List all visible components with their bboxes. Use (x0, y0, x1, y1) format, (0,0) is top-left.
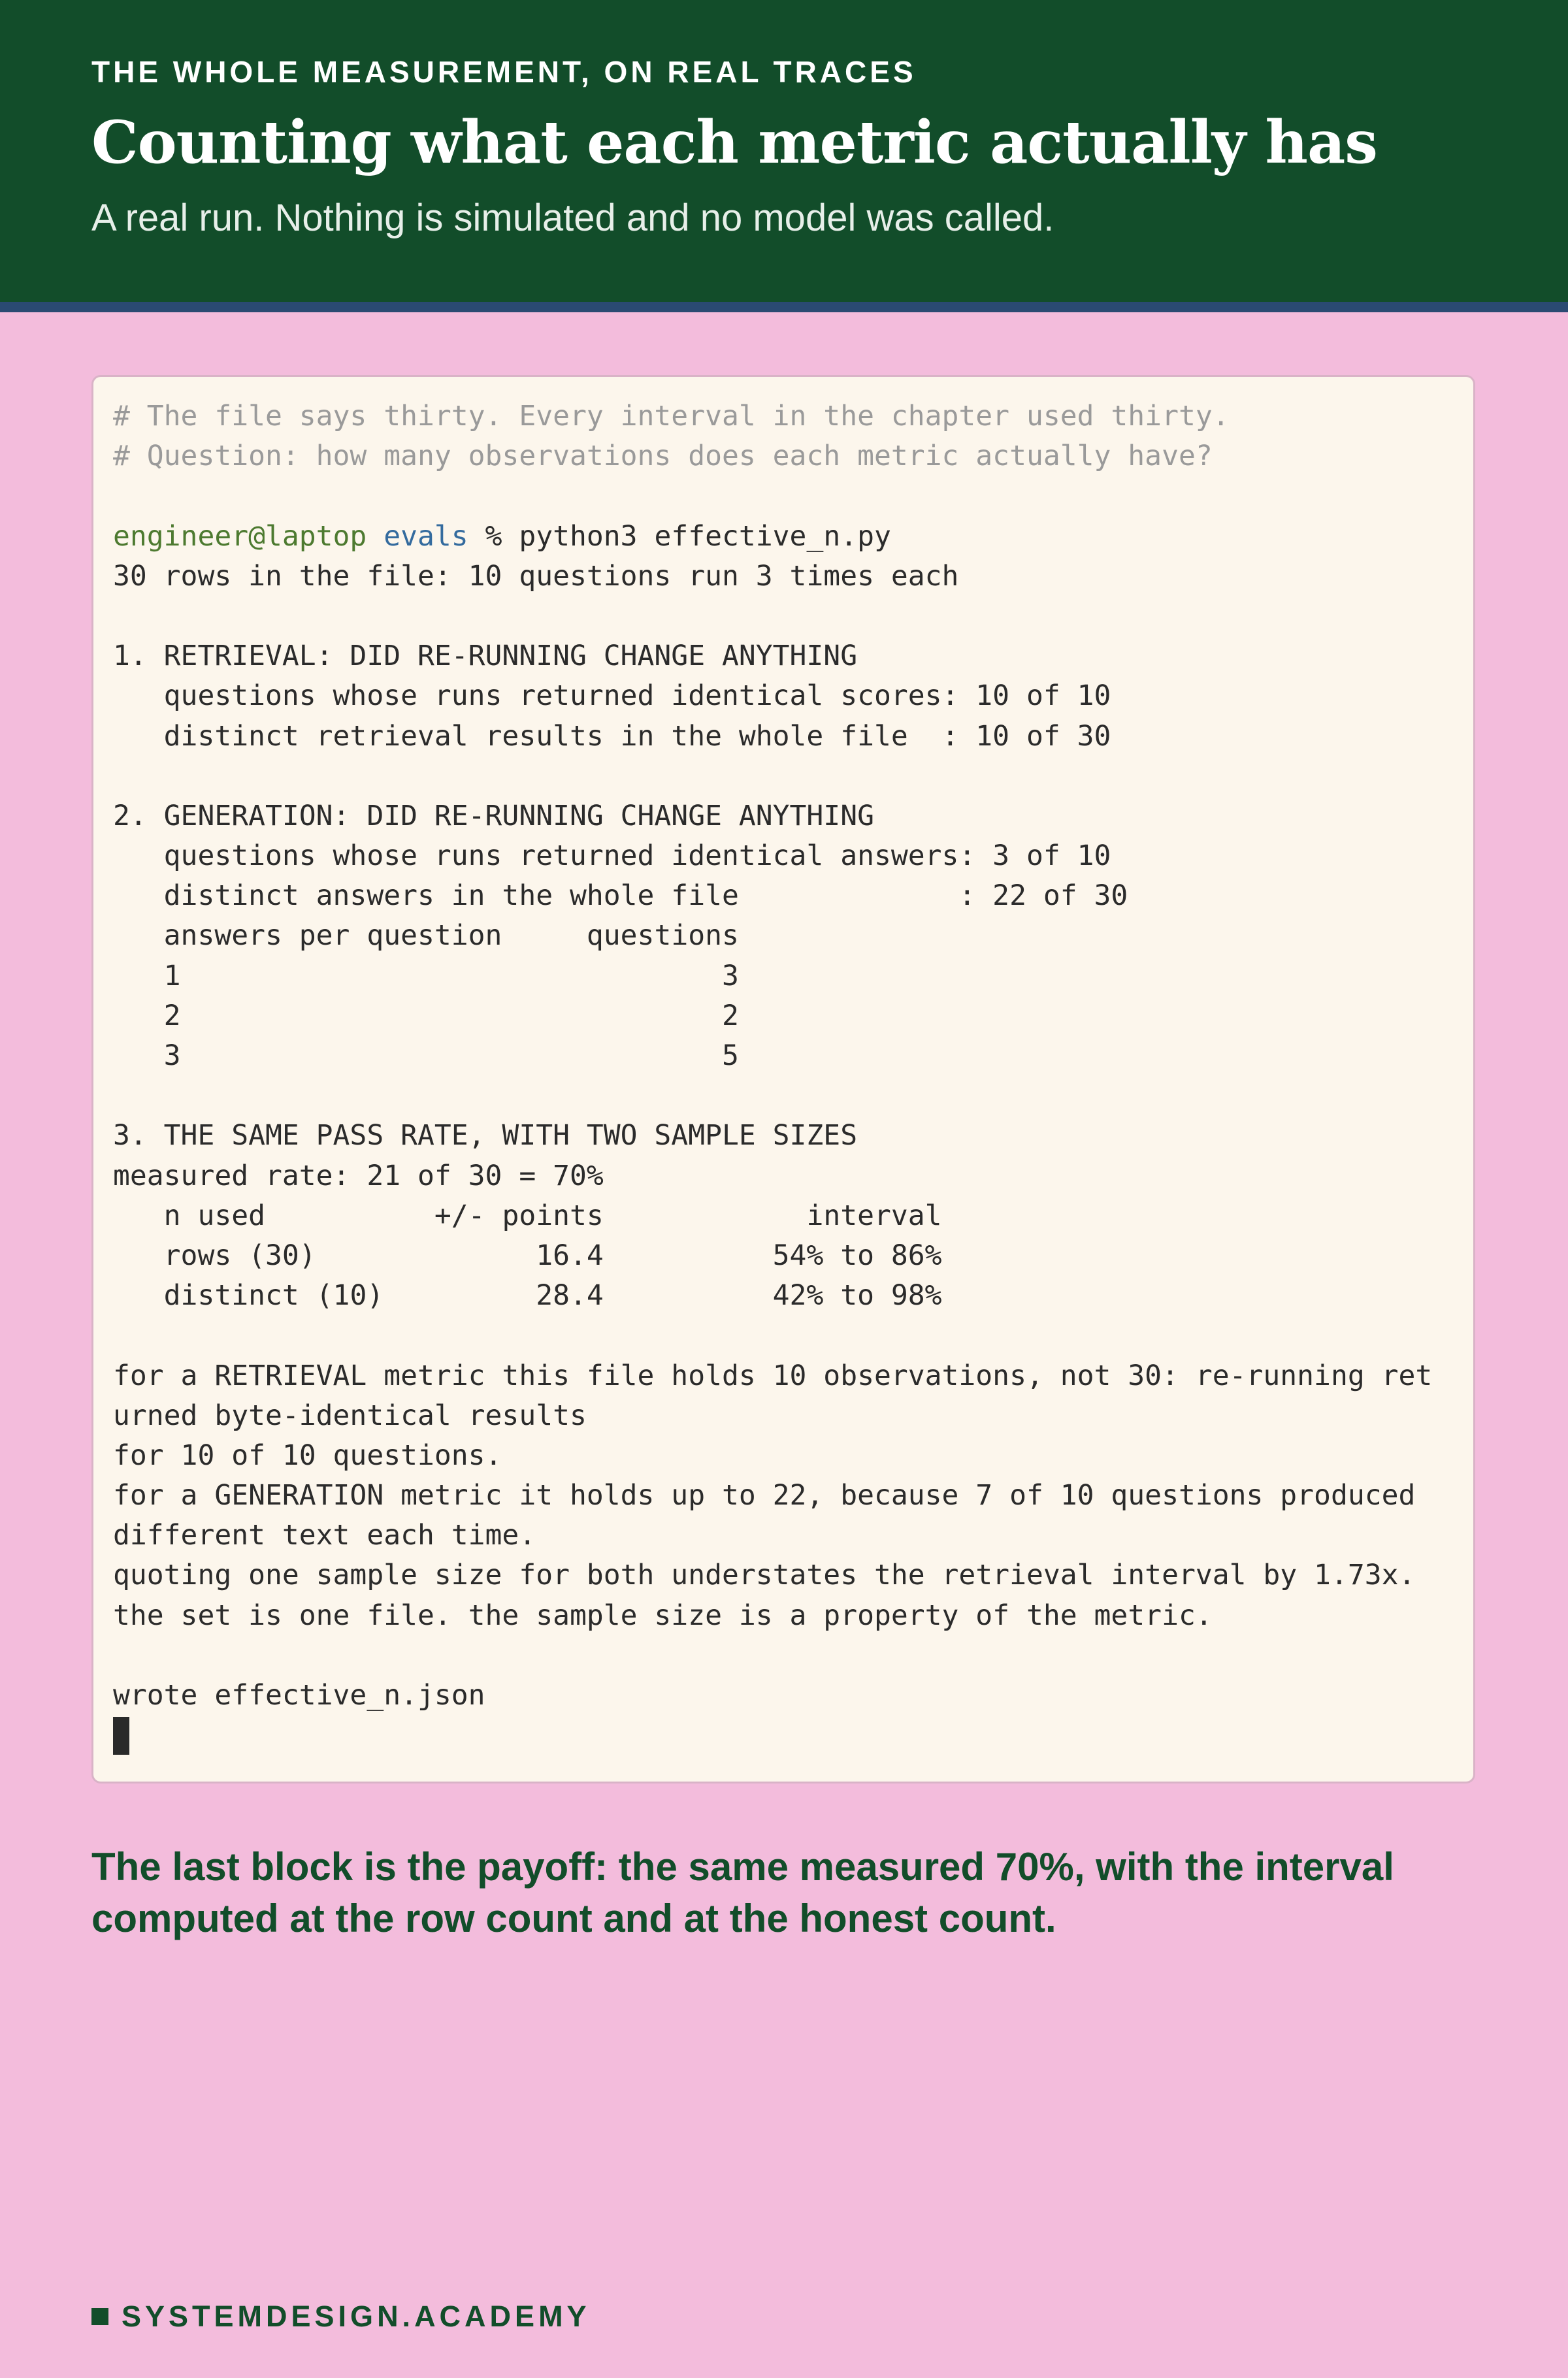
column-header: answers per question (163, 919, 587, 953)
table-cell: rows (30) (163, 1239, 434, 1272)
table-cell: 2 (721, 999, 739, 1032)
table-cell: 1 (163, 959, 722, 992)
answers-table-row (113, 1036, 1456, 1076)
table-cell: 2 (163, 999, 722, 1032)
column-header: questions (586, 919, 739, 953)
header-divider (0, 302, 1568, 312)
page-title: Counting what each metric actually has (91, 108, 1377, 177)
terminal-output-line: 2. GENERATION: DID RE-RUNNING CHANGE ANYTHING (113, 799, 874, 832)
column-header: +/- points (434, 1199, 807, 1232)
prompt-directory: evals (384, 519, 468, 553)
header-banner (0, 0, 1568, 302)
table-cell: 28.4 (434, 1279, 604, 1312)
prompt-command: python3 effective_n.py (519, 519, 891, 553)
table-indent (113, 1279, 164, 1312)
table-indent (113, 1199, 164, 1232)
terminal-output-line: 1. RETRIEVAL: DID RE-RUNNING CHANGE ANYTHING (113, 640, 858, 673)
summary-line: different text each time. (113, 1519, 536, 1552)
answers-per-question-table (113, 916, 1456, 1076)
terminal-blank-line (113, 476, 1456, 516)
column-header: interval (806, 1199, 942, 1232)
terminal-output-line: 30 rows in the file: 10 questions run 3 times each (113, 559, 959, 593)
summary-line: for a GENERATION metric it holds up to 22, because 7 of 10 questions produced (113, 1479, 1416, 1512)
table-indent (113, 1000, 164, 1032)
prompt-symbol: % (485, 519, 502, 553)
column-header: n used (163, 1199, 434, 1232)
interval-table-header (113, 1196, 1456, 1236)
table-cell: 42% to 98% (603, 1279, 942, 1312)
payoff-caption: The last block is the payoff: the same measured 70%, with the interval computed at the row count and at the honest count. (91, 1845, 1394, 1940)
interval-table (113, 1196, 1456, 1316)
terminal-output-line: questions whose runs returned identical answers: 3 of 10 (113, 839, 1111, 873)
wrote-file-line: wrote effective_n.json (113, 1679, 485, 1712)
interval-table-row (113, 1276, 1456, 1316)
answers-table-row (113, 956, 1456, 996)
table-indent (113, 1039, 164, 1072)
terminal-cursor (113, 1717, 129, 1755)
table-cell: 3 (721, 959, 739, 992)
page-subtitle: A real run. Nothing is simulated and no model was called. (91, 197, 1054, 239)
terminal-blank-line (113, 1316, 1456, 1356)
terminal-blank-line (113, 1076, 1456, 1116)
table-cell: 54% to 86% (603, 1239, 942, 1272)
summary-line: the set is one file. the sample size is a property of the metric. (113, 1599, 1213, 1632)
summary-line: for a RETRIEVAL metric this file holds 10 observations, not 30: re-running ret (113, 1359, 1433, 1392)
brand-name: SYSTEMDESIGN.ACADEMY (122, 2300, 591, 2333)
terminal-output-line: distinct retrieval results in the whole file : 10 of 30 (113, 719, 1111, 753)
table-indent (113, 919, 164, 952)
table-indent (113, 1239, 164, 1272)
cursor-line (113, 1716, 1456, 1755)
summary-line: quoting one sample size for both understates the retrieval interval by 1.73x. (113, 1559, 1416, 1592)
terminal-output-line: distinct answers in the whole file : 22 of 30 (113, 879, 1128, 913)
table-cell: 3 (163, 1039, 722, 1072)
table-cell: distinct (10) (163, 1279, 434, 1312)
terminal-blank-line (113, 1636, 1456, 1676)
table-cell: 16.4 (434, 1239, 604, 1272)
table-indent (113, 960, 164, 992)
terminal-comment-line: # Question: how many observations does each metric actually have? (113, 440, 1213, 473)
terminal-output-line (113, 757, 1456, 796)
terminal-prompt-line (113, 517, 1456, 557)
interval-table-row (113, 1236, 1456, 1276)
terminal-window[interactable] (91, 375, 1475, 1784)
answers-table-row (113, 996, 1456, 1036)
measured-rate-line: measured rate: 21 of 30 = 70% (113, 1159, 604, 1192)
table-cell: 5 (721, 1039, 739, 1072)
summary-line: urned byte-identical results (113, 1399, 587, 1432)
brand-square-icon (91, 2308, 108, 2325)
brand-footer (91, 2297, 591, 2336)
section-3-title: 3. THE SAME PASS RATE, WITH TWO SAMPLE SIZES (113, 1119, 858, 1152)
answers-table-header (113, 916, 1456, 956)
prompt-user: engineer@laptop (113, 519, 367, 553)
summary-line: for 10 of 10 questions. (113, 1439, 502, 1472)
terminal-output-line: questions whose runs returned identical scores: 10 of 10 (113, 679, 1111, 713)
terminal-comment-line: # The file says thirty. Every interval in the chapter used thirty. (113, 400, 1230, 432)
eyebrow-label: THE WHOLE MEASUREMENT, ON REAL TRACES (91, 55, 917, 89)
terminal-output-line (113, 596, 1456, 636)
